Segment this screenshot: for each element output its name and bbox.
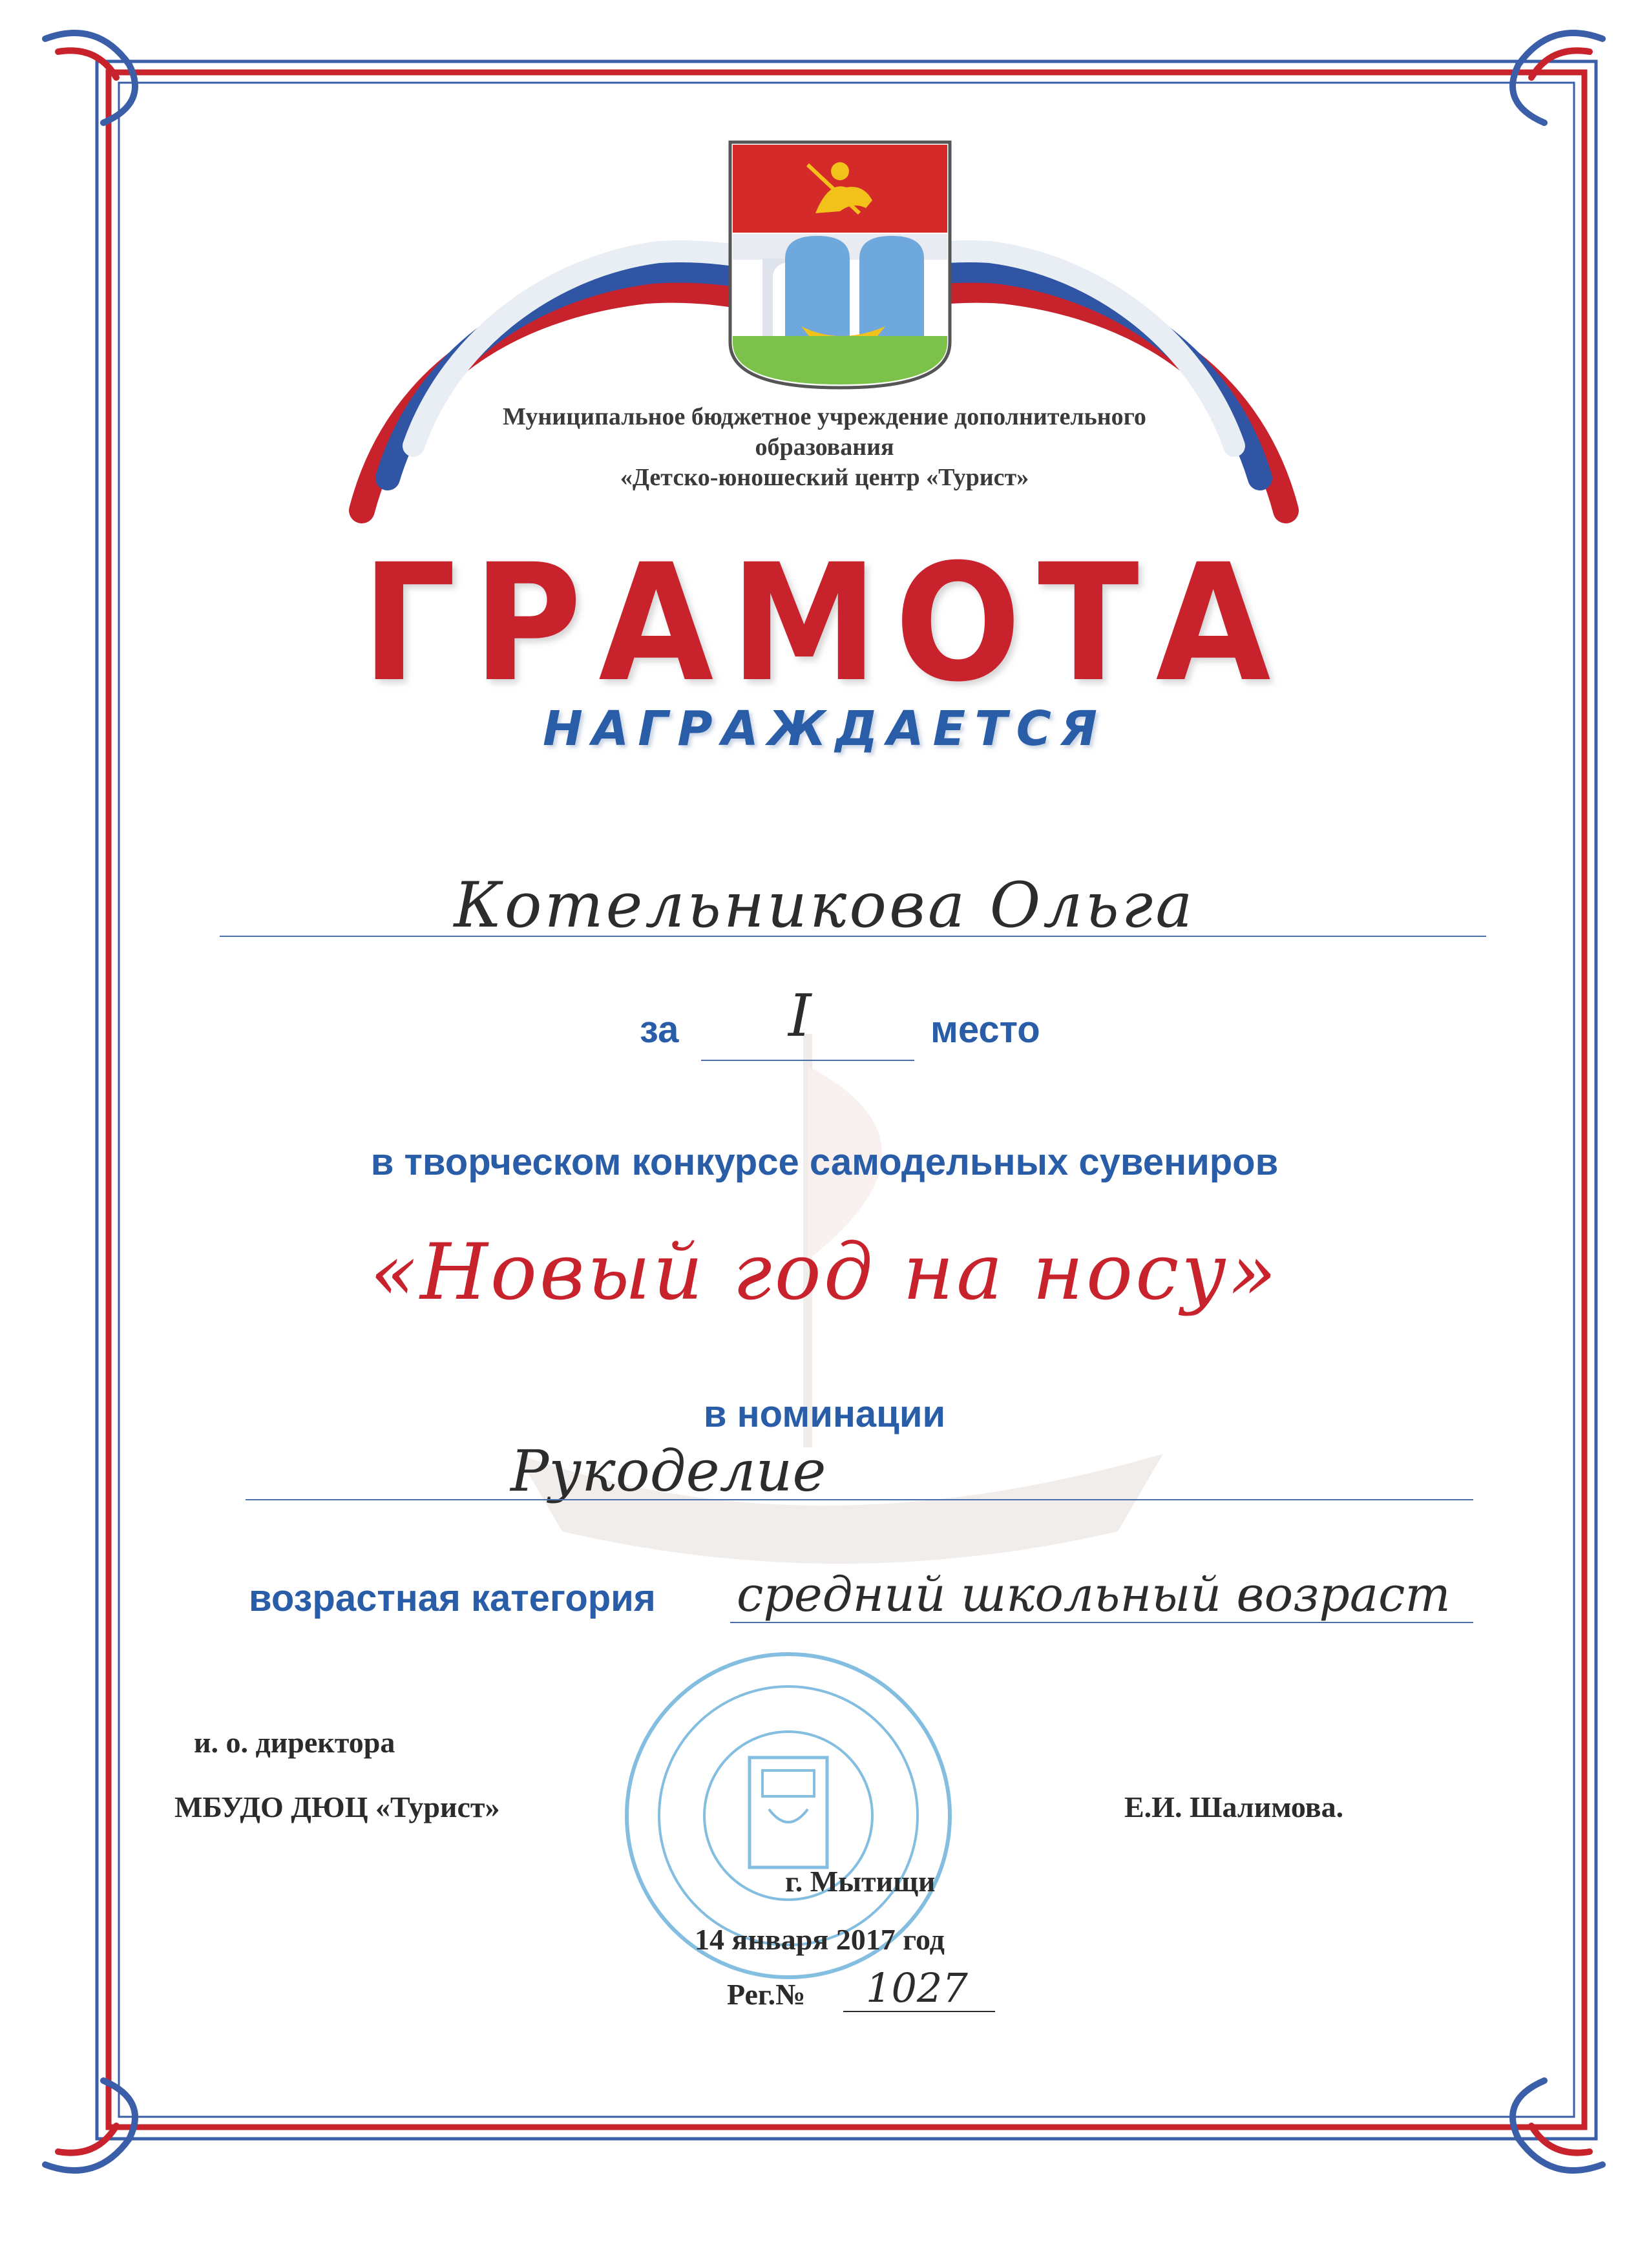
nomination-line <box>246 1499 1473 1500</box>
city: г. Мытищи <box>785 1865 936 1898</box>
place-value: I <box>788 982 812 1050</box>
signature-role-2: МБУДО ДЮЦ «Турист» <box>174 1790 500 1823</box>
org-line-3: «Детско-юношеский центр «Турист» <box>620 464 1029 491</box>
certificate-title: ГРАМОТА <box>361 529 1288 717</box>
nomination-label: в номинации <box>703 1393 946 1435</box>
age-category-value: средний школьный возраст <box>737 1567 1451 1622</box>
awarded-label: НАГРАЖДАЕТСЯ <box>543 701 1106 757</box>
organization-name <box>0 402 1649 493</box>
reg-line <box>843 2011 995 2012</box>
age-category-line <box>730 1622 1473 1623</box>
contest-name: «Новый год на носу» <box>370 1228 1279 1318</box>
signature-role-1: и. о. директора <box>194 1726 395 1759</box>
reg-label: Рег.№ <box>727 1978 806 2011</box>
coat-of-arms-icon <box>730 142 950 388</box>
age-category-label: возрастная категория <box>249 1577 656 1619</box>
contest-line: в творческом конкурсе самодельных сувениров <box>370 1141 1279 1183</box>
place-line <box>701 1060 914 1061</box>
recipient-line <box>220 936 1486 937</box>
recipient-name: Котельникова Ольга <box>454 869 1195 941</box>
reg-number: 1027 <box>866 1964 968 2011</box>
signature-name: Е.И. Шалимова. <box>1124 1790 1344 1823</box>
place-prefix: за <box>640 1009 679 1051</box>
place-suffix: место <box>930 1009 1040 1051</box>
org-line-1: Муниципальное бюджетное учреждение дополнительного <box>503 403 1146 430</box>
org-line-2: образования <box>755 434 894 461</box>
issue-date: 14 января 2017 год <box>695 1923 945 1956</box>
nomination-value: Рукоделие <box>510 1438 826 1504</box>
